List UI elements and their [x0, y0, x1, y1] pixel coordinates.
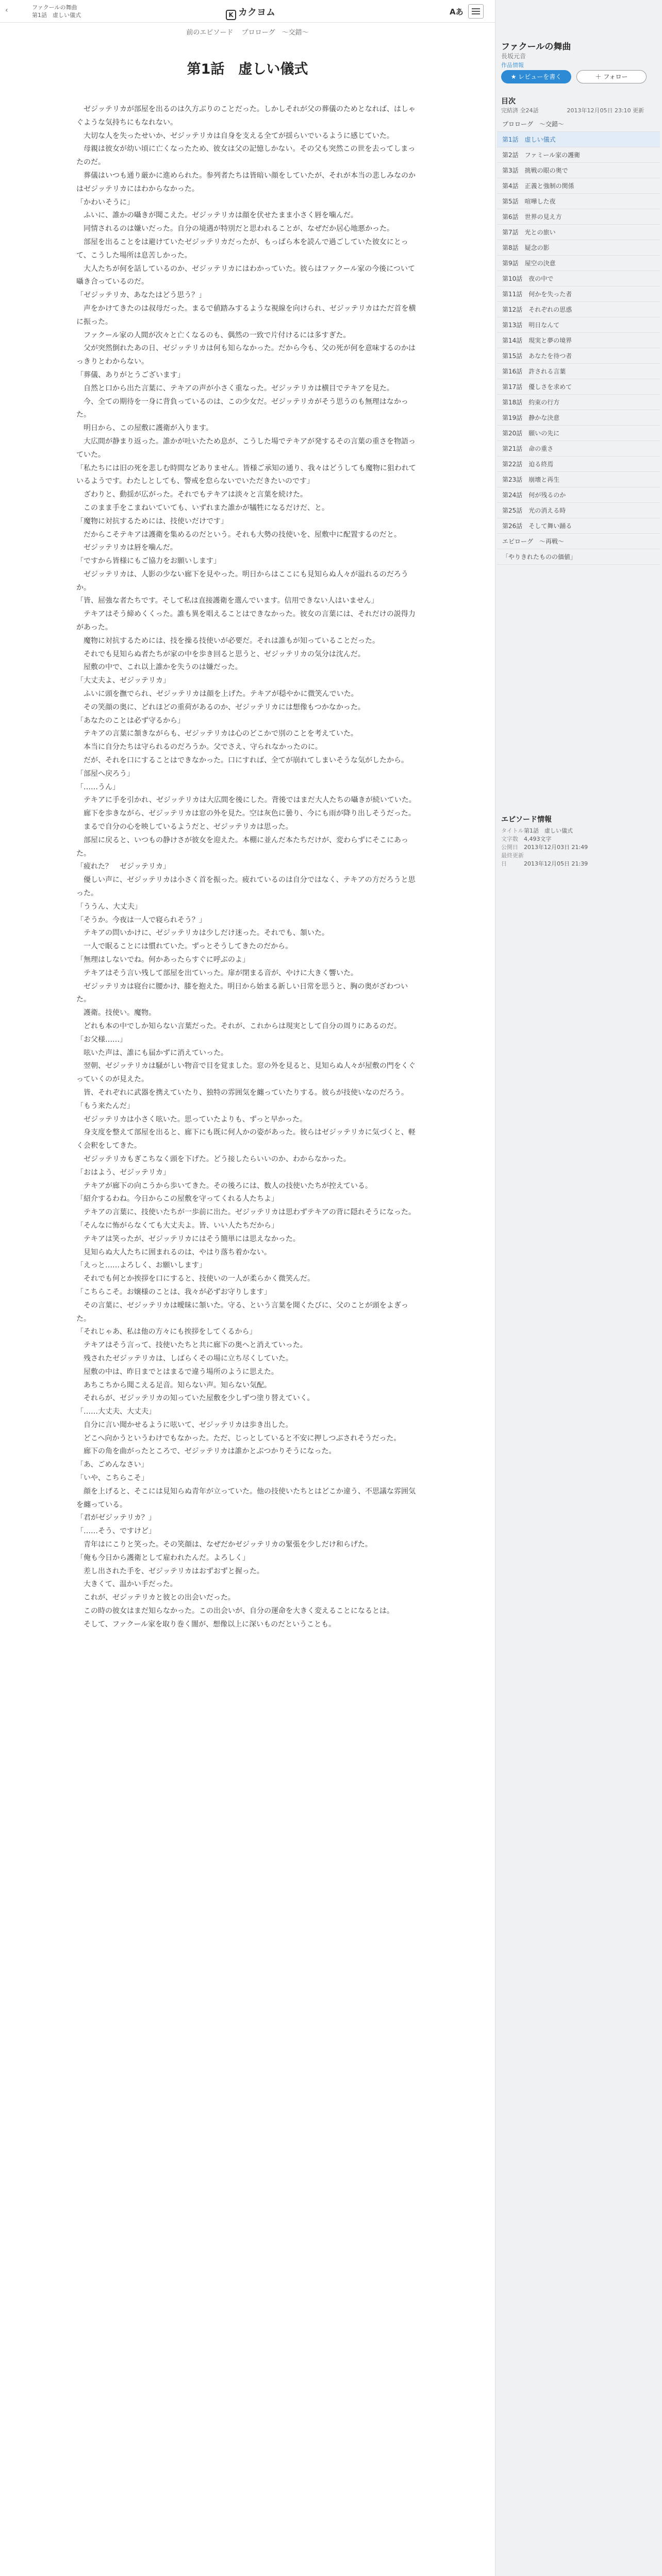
toc-item[interactable]: 第2話 ファミール家の護衛	[497, 147, 660, 163]
episode-info-value: 第1話 虚しい儀式	[524, 827, 573, 834]
toc-item[interactable]: 第22話 迫る終焉	[497, 456, 660, 472]
episode-info-key: 最終更新日	[501, 852, 524, 867]
text-settings-button[interactable]: Aあ	[450, 7, 464, 16]
toc-item[interactable]: 第11話 何かを失った者	[497, 286, 660, 302]
toc-item[interactable]: 第8話 疑念の影	[497, 240, 660, 256]
toc-item[interactable]: 第24話 何が残るのか	[497, 487, 660, 503]
episode-info-key: タイトル	[501, 827, 524, 834]
prev-episode-link[interactable]: 前のエピソード	[186, 29, 234, 37]
toc-item[interactable]: 第25話 光の消える時	[497, 503, 660, 518]
toc-item[interactable]: 第6話 世界の見え方	[497, 209, 660, 225]
current-episode-link[interactable]: プロローグ ～交錯～	[241, 29, 309, 37]
toc-item[interactable]: 第1話 虚しい儀式	[497, 132, 660, 147]
toc-item[interactable]: 第20話 願いの先に	[497, 426, 660, 441]
episode-info-key: 公開日	[501, 844, 518, 851]
toc-item[interactable]: 第19話 静かな決意	[497, 410, 660, 426]
toc-item[interactable]: 第23話 崩壊と再生	[497, 472, 660, 487]
toc-item[interactable]: 第9話 屋空の決意	[497, 256, 660, 271]
episode-info-value: 4,493文字	[524, 836, 552, 842]
toc-item[interactable]: 第13話 明日なんて	[497, 317, 660, 333]
work-title[interactable]: ファクールの舞曲	[32, 4, 77, 11]
episode-info-value: 2013年12月03日 21:49	[524, 844, 588, 851]
toc-item[interactable]: 第21話 命の重さ	[497, 441, 660, 456]
toc-item[interactable]: 「やりきれたものの価値」	[497, 549, 660, 565]
toc-meta: 完結済 全24話 2013年12月05日 23:10 更新	[501, 107, 644, 114]
episode-title: 第1話 虚しい儀式	[187, 61, 308, 77]
toc-item[interactable]: 第5話 喧嘩した夜	[497, 194, 660, 209]
toc-item[interactable]: 第15話 あなたを待つ者	[497, 348, 660, 364]
toc-item[interactable]: プロローグ ～交錯～	[497, 116, 660, 132]
site-logo[interactable]	[226, 5, 275, 20]
toc-item[interactable]: 第7話 光との旅い	[497, 225, 660, 240]
review-button[interactable]: ★ レビューを書く	[501, 70, 571, 83]
episode-info-row	[501, 826, 573, 835]
toc-item[interactable]: 第16話 許される言葉	[497, 364, 660, 379]
toc-item[interactable]: 第3話 挑戦の眼の奥で	[497, 163, 660, 178]
episode-info-row	[501, 835, 552, 843]
work-header[interactable]	[32, 4, 81, 19]
toc-item[interactable]: 第12話 それぞれの思惑	[497, 302, 660, 317]
episode-body: ゼジッテリカが部屋を出るのは久方ぶりのことだった。しかしそれが父の葬儀のためとなれば、はしゃぐような気持ちにもなれない。 大切な人を失ったせいか、ゼジッテリカは自身を支える全てが揺らいでいるように感じていた。 母親は彼女が幼い頃に亡くなったため、彼女は父の記憶しかない。その父も突然この世を去ってしまったのだ。 葬儀はいつも通り厳かに進められた。参列者たちは皆暗い顔をしていたが、それが本当の悲しみなのかはゼジッテリカにはわからなかった。 「かわいそうに」 ふいに、誰かの囁きが聞こえた。ゼジッテリカは顔を伏せたまま小さく唇を噛んだ。 同情されるのは嫌いだった。自分の境遇が特別だと思われることが、なぜだか居心地悪かった。 部屋を出ることをは避けていたゼジッテリカだったが、もっぱら本を読んで過ごしていた彼女にとって、こうした場所は息苦しかった。 大人たちが何を話しているのか、ゼジッテリカにはわかっていた。彼らはファクール家の今後について囁き合っているのだ。 「ゼジッテリカ、あなたはどう思う？」 声をかけてきたのは叔母だった。まるで値踏みするような視線を向けられ、ゼジッテリカはただ首を横に振った。 ファクール家の人間が次々と亡くなるのも、偶然の一致で片付けるには多すぎた。 父が突然倒れたあの日、ゼジッテリカは何も知らなかった。だから今も、父の死が何を意味するのかはっきりとわからない。 「葬儀、ありがとうございます」 自然と口から出た言葉に、テキアの声が小さく重なった。ゼジッテリカは横目でテキアを見た。 今、全ての期待を一身に背負っているのは、この少女だ。ゼジッテリカがそう思うのも無理はなかった。 明日から、この屋敷に護衛が入ります。 大広間が静まり返った。誰かが吐いたため息が、こうした場でテキアが発するその言葉の重さを物語っていた。 「私たちには旧の死を悲しむ時間などありません。皆様ご承知の通り、我々はどうしても魔物に狙われているようです。わたしとしても、警戒を怠らないでいただきたいのです」 ざわりと、動揺が広がった。それでもテキアは淡々と言葉を続けた。 このまま手をこまねいていても、いずれまた誰かが犠牲になるだけだ、と。 「魔物に対抗するためには、技使いだけです」 だからこそテキアは護衛を集めるのだという。それも大勢の技使いを、屋敷中に配置するのだと。 ゼジッテリカは唇を噛んだ。 「ですから皆様にもご協力をお願いします」 ゼジッテリカは、人影の少ない廊下を見やった。明日からはここにも見知らぬ人々が溢れるのだろうか。 「皆、屈強な者たちです。そして私は直接護衛を選んでいます。信用できない人はいません」 テキアはそう締めくくった。誰も異を唱えることはできなかった。彼女の言葉には、それだけの説得力があった。 魔物に対抗するためには、技を操る技使いが必要だ。それは誰もが知っていることだった。 それでも見知らぬ者たちが家の中を歩き回ると思うと、ゼジッテリカの気分は沈んだ。 屋敷の中で、これ以上誰かを失うのは嫌だった。 「大丈夫よ、ゼジッテリカ」 ふいに頭を撫でられ、ゼジッテリカは顔を上げた。テキアが穏やかに微笑んでいた。 その笑顔の奥に、どれほどの重荷があるのか、ゼジッテリカには想像もつかなかった。 「あなたのことは必ず守るから」 テキアの言葉に頷きながらも、ゼジッテリカは心のどこかで別のことを考えていた。 本当に自分たちは守られるのだろうか。父でさえ、守られなかったのに。 だが、それを口にすることはできなかった。口にすれば、全てが崩れてしまいそうな気がしたから。 「部屋へ戻ろう」 「……うん」 テキアに手を引かれ、ゼジッテリカは大広間を後にした。背後ではまだ大人たちの囁きが続いていた。 廊下を歩きながら、ゼジッテリカは窓の外を見た。空は灰色に曇り、今にも雨が降り出しそうだった。 まるで自分の心を映しているようだと、ゼジッテリカは思った。 部屋に戻ると、いつもの静けさが彼女を迎えた。本棚に並んだ本たちだけが、変わらずにそこにあった。 「疲れた？ ゼジッテリカ」 優しい声に、ゼジッテリカは小さく首を振った。疲れているのは自分ではなく、テキアの方だろうと思った。 「ううん、大丈夫」 「そうか。今夜は一人で寝られそう？」 テキアの問いかけに、ゼジッテリカは少しだけ迷った。それでも、頷いた。 一人で眠ることには慣れていた。ずっとそうしてきたのだから。 「無理はしないでね。何かあったらすぐに呼ぶのよ」 テキアはそう言い残して部屋を出ていった。扉が閉まる音が、やけに大きく響いた。 ゼジッテリカは寝台に腰かけ、膝を抱えた。明日から始まる新しい日常を思うと、胸の奥がざわついた。 護衛。技使い。魔物。 どれも本の中でしか知らない言葉だった。それが、これからは現実として自分の周りにあるのだ。 「お父様……」 呟いた声は、誰にも届かずに消えていった。 翌朝、ゼジッテリカは騒がしい物音で目を覚ました。窓の外を見ると、見知らぬ人々が屋敷の門をくぐっていくのが見えた。 皆、それぞれに武器を携えていたり、独特の雰囲気を纏っていたりする。彼らが技使いなのだろう。 「もう来たんだ」 ゼジッテリカは小さく呟いた。思っていたよりも、ずっと早かった。 身支度を整えて部屋を出ると、廊下にも既に何人かの姿があった。彼らはゼジッテリカに気づくと、軽く会釈をしてきた。 ゼジッテリカもぎこちなく頭を下げた。どう接したらいいのか、わからなかった。 「おはよう、ゼジッテリカ」 テキアが廊下の向こうから歩いてきた。その後ろには、数人の技使いたちが控えている。 「紹介するわね。今日からこの屋敷を守ってくれる人たちよ」 テキアの言葉に、技使いたちが一歩前に出た。ゼジッテリカは思わずテキアの背に隠れそうになった。 「そんなに怖がらなくても大丈夫よ。皆、いい人たちだから」 テキアは笑ったが、ゼジッテリカにはそう簡単には思えなかった。 見知らぬ大人たちに囲まれるのは、やはり落ち着かない。 「えっと……よろしく、お願いします」 それでも何とか挨拶を口にすると、技使いの一人が柔らかく微笑んだ。 「こちらこそ。お嬢様のことは、我々が必ずお守りします」 その言葉に、ゼジッテリカは曖昧に頷いた。守る、という言葉を聞くたびに、父のことが頭をよぎった。 「それじゃあ、私は他の方々にも挨拶をしてくるから」 テキアはそう言って、技使いたちと共に廊下の奥へと消えていった。 残されたゼジッテリカは、しばらくその場に立ち尽くしていた。 屋敷の中は、昨日までとはまるで違う場所のように思えた。 あちこちから聞こえる足音。知らない声。知らない気配。 それらが、ゼジッテリカの知っていた屋敷を少しずつ塗り替えていく。 「……大丈夫、大丈夫」 自分に言い聞かせるように呟いて、ゼジッテリカは歩き出した。 どこへ向かうというわけでもなかった。ただ、じっとしていると不安に押しつぶされそうだった。 廊下の角を曲がったところで、ゼジッテリカは誰かとぶつかりそうになった。 「あ、ごめんなさい」 「いや、こちらこそ」 顔を上げると、そこには見知らぬ青年が立っていた。他の技使いたちとはどこか違う、不思議な雰囲気を纏っている。 「君がゼジッテリカ？」 「……そう、ですけど」 青年はにこりと笑った。その笑顔は、なぜだかゼジッテリカの緊張を少しだけ和らげた。 「俺も今日から護衛として雇われたんだ。よろしく」 差し出された手を、ゼジッテリカはおずおずと握った。 大きくて、温かい手だった。 これが、ゼジッテリカと彼との出会いだった。 この時の彼女はまだ知らなかった。この出会いが、自分の運命を大きく変えることになるとは。 そして、ファクール家を取り巻く闇が、想像以上に深いものだということも。	[76, 105, 416, 1629]
episode-subtitle: 第1話 虚しい儀式	[32, 12, 81, 19]
sidebar-work-title[interactable]: ファクールの舞曲	[501, 42, 571, 52]
episode-info-value: 2013年12月05日 21:39	[524, 860, 588, 867]
toc-item[interactable]: 第10話 夜の中で	[497, 271, 660, 286]
toc-item[interactable]: 第14話 現実と夢の境界	[497, 333, 660, 348]
episode-info-key: 文字数	[501, 836, 518, 842]
episode-info-row	[501, 843, 588, 851]
logo-text: カクヨム	[238, 7, 275, 18]
toc-heading: 目次	[501, 97, 516, 106]
episode-info-row	[501, 851, 588, 868]
toc-item[interactable]: エピローグ ～再戦～	[497, 534, 660, 549]
toc-item[interactable]: 第17話 優しさを求めて	[497, 379, 660, 395]
episode-nav	[0, 27, 495, 37]
work-info-link[interactable]: 作品情報	[501, 62, 524, 69]
episode-info-heading: エピソード情報	[501, 816, 552, 824]
follow-button[interactable]: ＋ フォロー	[576, 70, 647, 83]
back-arrow-icon[interactable]: ‹	[5, 6, 8, 14]
toc-item[interactable]: 第4話 正義と強制の関係	[497, 178, 660, 194]
logo-mark-icon: K	[226, 10, 236, 20]
toc-item[interactable]: 第18話 約束の行方	[497, 395, 660, 410]
sidebar-author[interactable]: 長坂元音	[501, 53, 526, 60]
toc-item[interactable]: 第26話 そして舞い踊る	[497, 518, 660, 534]
hamburger-icon[interactable]	[468, 4, 484, 19]
